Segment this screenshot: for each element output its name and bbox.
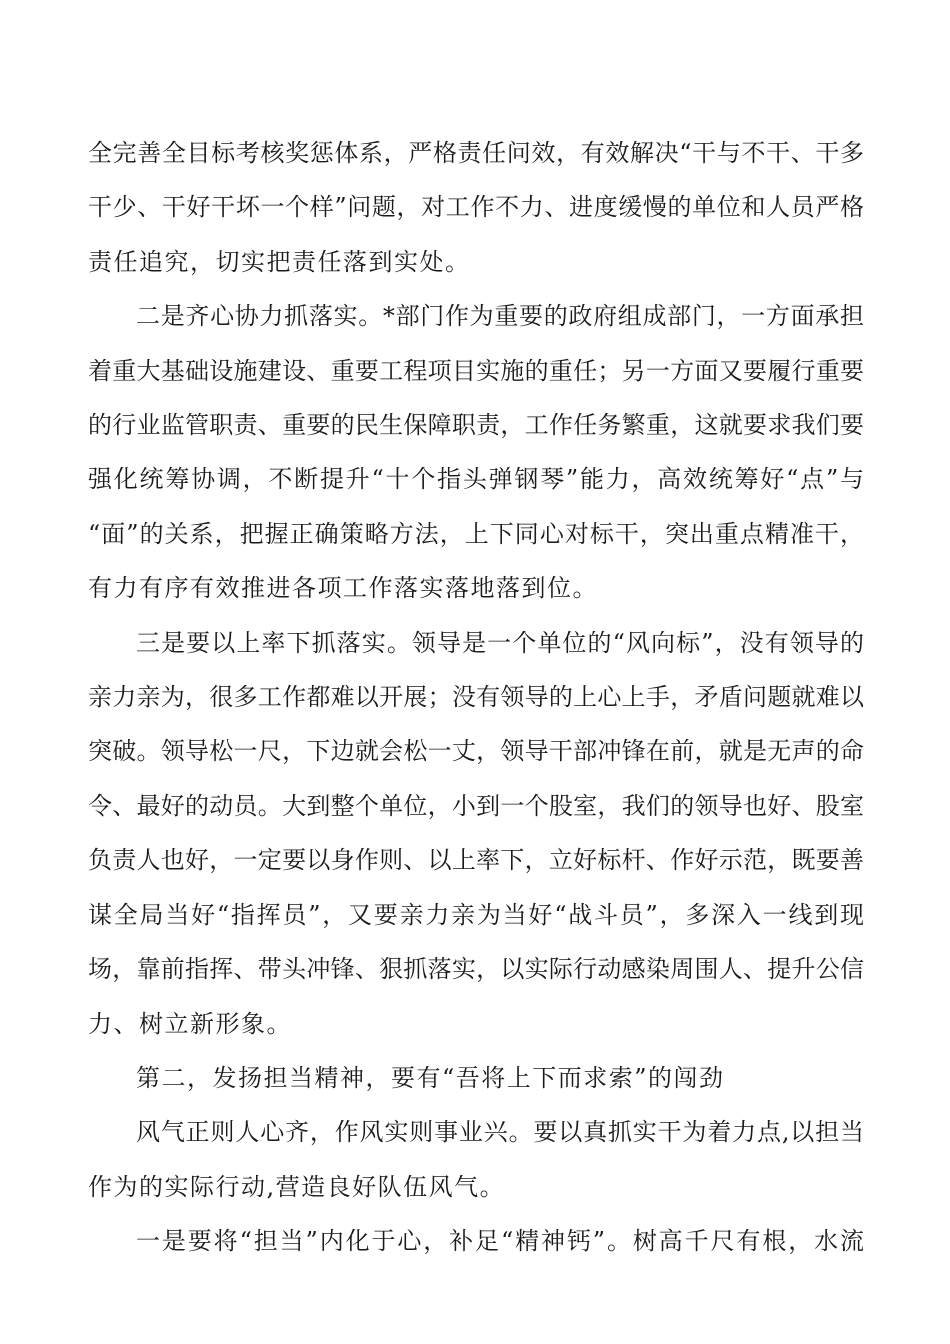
text-line: 谋全局当好“指挥员”，又要亲力亲为当好“战斗员”，多深入一线到现 — [88, 900, 864, 929]
text-line: 三是要以上率下抓落实。领导是一个单位的“风向标”，没有领导的 — [136, 628, 864, 657]
paragraph-p4 — [88, 1051, 864, 1105]
document-body — [88, 126, 864, 1269]
text-line: 干少、干好干坏一个样”问题，对工作不力、进度缓慢的单位和人员严格 — [88, 193, 864, 222]
text-line: “面”的关系，把握正确策略方法，上下同心对标干，突出重点精准干， — [88, 519, 864, 548]
text-line: 全完善全目标考核奖惩体系，严格责任问效，有效解决“干与不干、干多 — [88, 139, 864, 167]
text-line: 风气正则人心齐，作风实则事业兴。要以真抓实干为着力点,以担当 — [136, 1118, 864, 1147]
paragraph-p5 — [88, 1105, 864, 1214]
text-line: 负责人也好，一定要以身作则、以上率下，立好标杆、作好示范，既要善 — [88, 846, 864, 875]
paragraph-p6 — [88, 1214, 864, 1268]
text-line: 着重大基础设施建设、重要工程项目实施的重任；另一方面又要履行重要 — [88, 356, 864, 385]
text-line: 作为的实际行动,营造良好队伍风气。 — [88, 1172, 506, 1201]
text-line: 场，靠前指挥、带头冲锋、狠抓落实，以实际行动感染周围人、提升公信 — [88, 955, 864, 984]
paragraph-p3 — [88, 616, 864, 1051]
text-line: 第二，发扬担当精神，要有“吾将上下而求索”的闯劲 — [136, 1063, 725, 1092]
text-line: 有力有序有效推进各项工作落实落地落到位。 — [88, 574, 598, 603]
text-line: 力、树立新形象。 — [88, 1009, 292, 1038]
text-line: 亲力亲为，很多工作都难以开展；没有领导的上心上手，矛盾问题就难以 — [88, 683, 864, 712]
text-line: 二是齐心协力抓落实。*部门作为重要的政府组成部门，一方面承担 — [136, 302, 864, 331]
text-line: 强化统筹协调，不断提升“十个指头弹钢琴”能力，高效统筹好“点”与 — [88, 465, 864, 494]
paragraph-p1 — [88, 126, 864, 289]
text-line: 令、最好的动员。大到整个单位，小到一个股室，我们的领导也好、股室 — [88, 791, 864, 820]
text-line: 责任追究，切实把责任落到实处。 — [88, 247, 471, 276]
paragraph-p2 — [88, 289, 864, 615]
text-line: 一是要将“担当”内化于心，补足“精神钙”。树高千尺有根，水流 — [136, 1227, 864, 1256]
text-line: 的行业监管职责、重要的民生保障职责，工作任务繁重，这就要求我们要 — [88, 411, 864, 440]
text-line: 突破。领导松一尺，下边就会松一丈，领导干部冲锋在前，就是无声的命 — [88, 737, 864, 766]
